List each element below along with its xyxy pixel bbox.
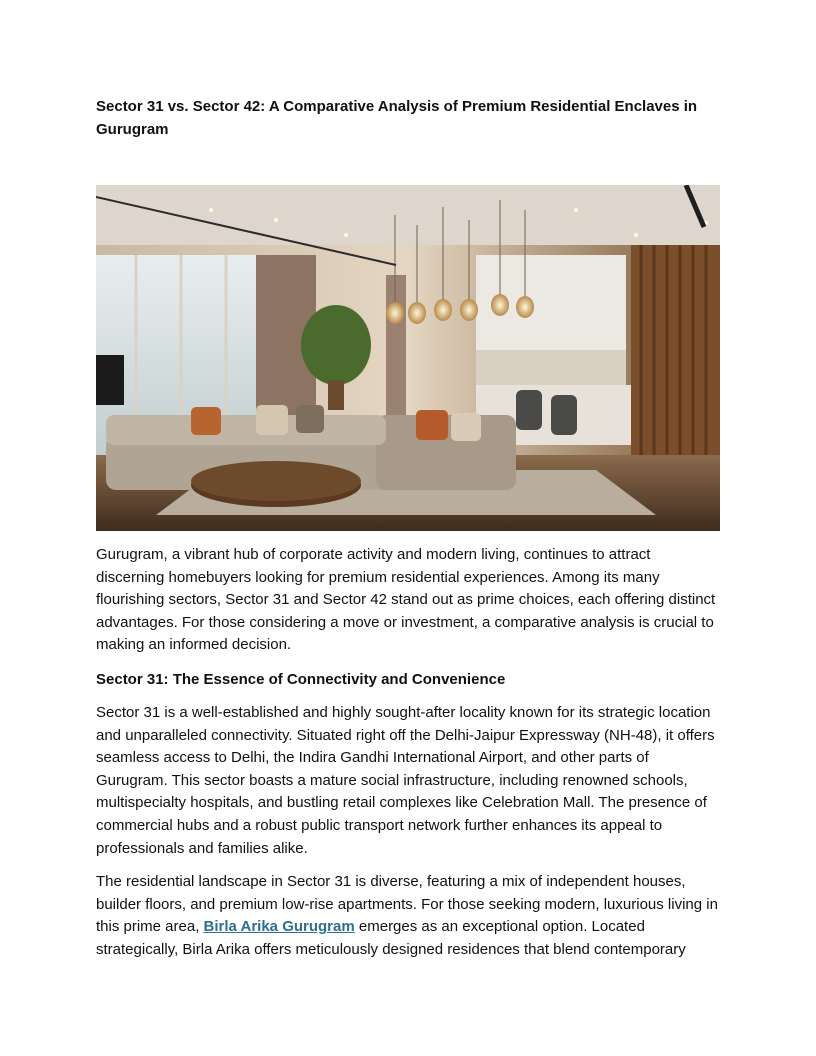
section-paragraph-1: Sector 31 is a well-established and highly sought-after locality known for its strategic location and unparalleled connectivity. Situated right off the Delhi-Jaipur Expressway (NH-48), it offers seamless access to Delhi, the Indira Gandhi International Airport, and other parts of Gurugram. This sector boasts a mature social infrastructure, including renowned schools, multispecialty hospitals, and bustling retail complexes like Celebration Mall. The presence of commercial hubs and a robust public transport network further enhances its appeal to professionals and families alike. <box>96 704 715 857</box>
document-page <box>96 95 720 141</box>
section-paragraph-2 <box>96 871 720 961</box>
section-heading: Sector 31: The Essence of Connectivity and Convenience <box>96 671 506 688</box>
hero-image-living-room <box>96 185 720 531</box>
paragraph-text-after-link: emerges as an exceptional option. Located strategically, Birla Arika offers meticulously designed residences that blend contemporary <box>96 918 686 958</box>
intro-paragraph: Gurugram, a vibrant hub of corporate activity and modern living, continues to attract discerning homebuyers looking for premium residential experiences. Among its many flourishing sectors, Sector 31 and Sector 42 stand out as prime choices, each offering distinct advantages. For those considering a move or investment, a comparative analysis is crucial to making an informed decision. <box>96 546 716 654</box>
article-title: Sector 31 vs. Sector 42: A Comparative Analysis of Premium Residential Enclaves in Gurugram <box>96 98 698 138</box>
birla-arika-link[interactable]: Birla Arika Gurugram <box>203 918 355 936</box>
paragraph-text-before-link: The residential landscape in Sector 31 is diverse, featuring a mix of independent houses, builder floors, and premium low-rise apartments. For those seeking modern, luxurious living in this prime area, <box>96 873 718 936</box>
